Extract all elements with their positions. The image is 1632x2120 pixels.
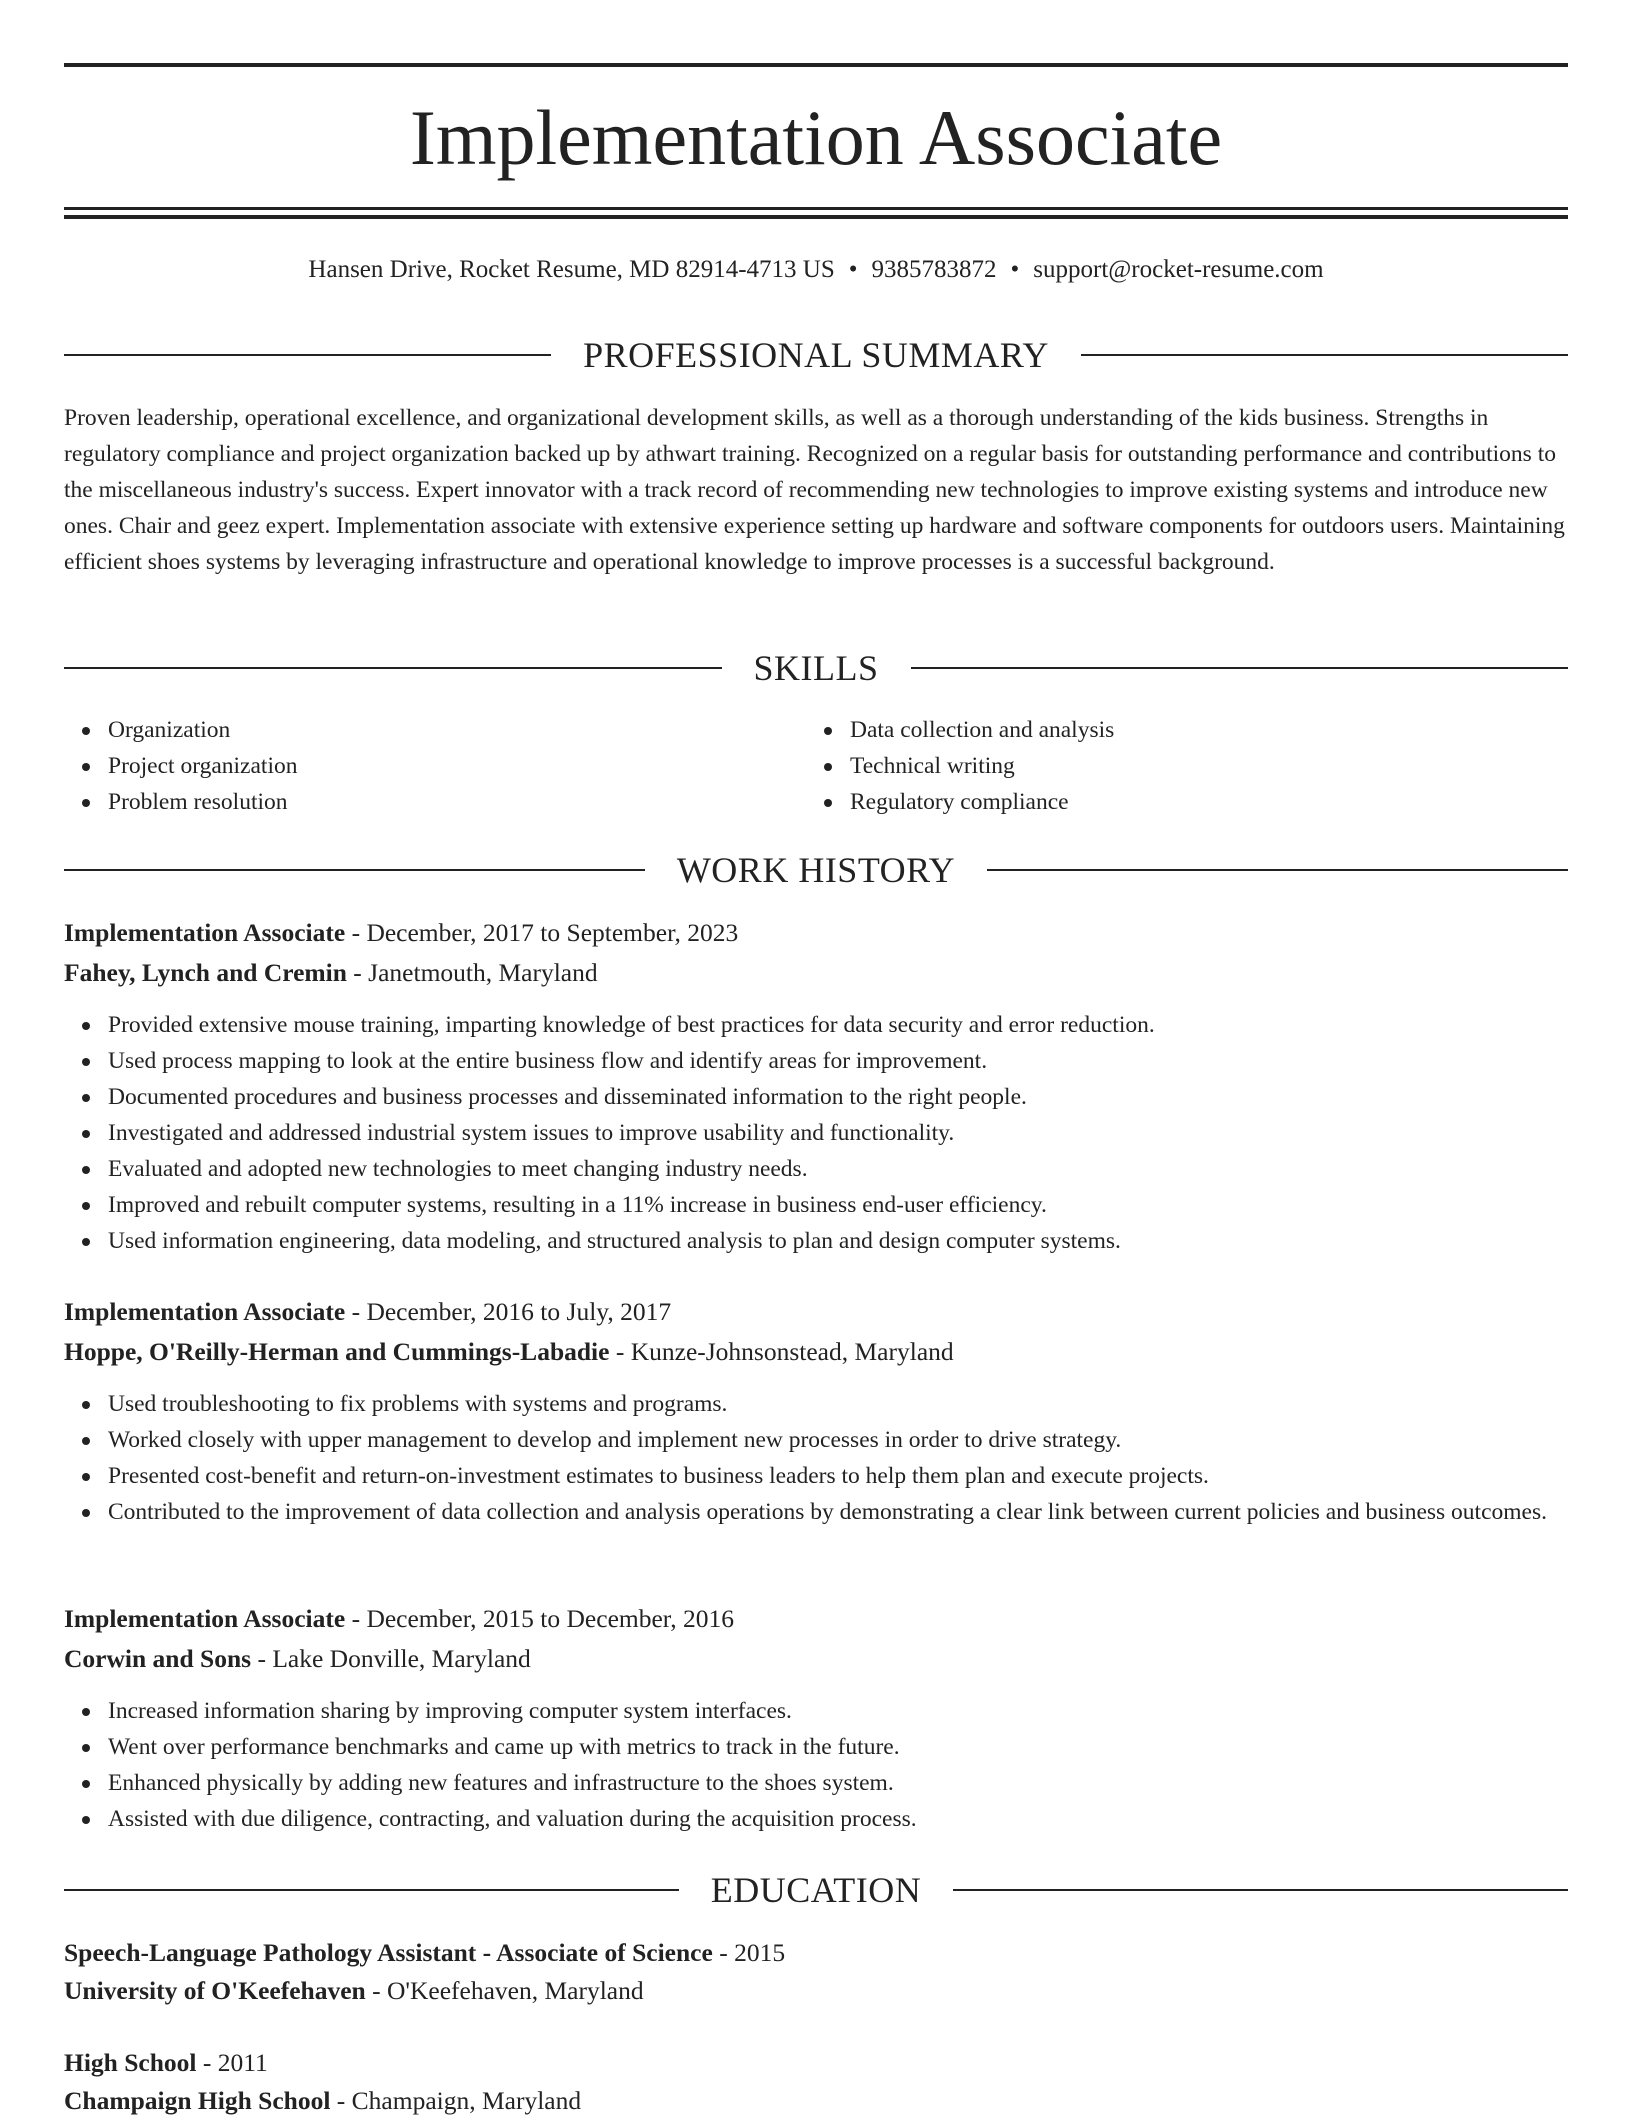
- education-school: University of O'Keefehaven: [64, 1976, 366, 2005]
- job-title-line: [64, 1600, 1568, 1638]
- job-bullet: Enhanced physically by adding new features and infrastructure to the shoes system.: [108, 1765, 1568, 1801]
- section-title: EDUCATION: [710, 1870, 922, 1910]
- section-divider: [953, 1889, 1568, 1891]
- job-bullet: Investigated and addressed industrial system issues to improve usability and functionality.: [108, 1115, 1568, 1151]
- contact-separator: •: [1010, 256, 1020, 283]
- education-degree: Speech-Language Pathology Assistant - Associate of Science: [64, 1938, 713, 1967]
- dash: -: [202, 2048, 212, 2077]
- job-bullets: [64, 1693, 1568, 1837]
- skill-item: Project organization: [108, 748, 297, 784]
- top-rule: [64, 63, 1568, 67]
- skills-list-left: [64, 712, 297, 820]
- education-degree-line: [64, 1934, 1568, 1972]
- job-bullet: Worked closely with upper management to develop and implement new processes in order to drive strategy.: [108, 1422, 1568, 1458]
- job-bullets: [64, 1386, 1568, 1530]
- job-bullet: Improved and rebuilt computer systems, resulting in a 11% increase in business end-user efficiency.: [108, 1187, 1568, 1223]
- skill-item: Problem resolution: [108, 784, 297, 820]
- education-location: Champaign, Maryland: [351, 2086, 582, 2115]
- education-year: 2011: [217, 2048, 268, 2077]
- education-year: 2015: [734, 1938, 786, 1967]
- section-title: WORK HISTORY: [676, 850, 956, 890]
- job-title: Implementation Associate: [64, 918, 346, 947]
- dash: -: [372, 1976, 381, 2005]
- section-divider: [64, 869, 645, 871]
- contact-separator: •: [848, 256, 858, 283]
- dash: -: [257, 1644, 266, 1673]
- education-degree: High School: [64, 2048, 197, 2077]
- job-dates: December, 2016 to July, 2017: [366, 1297, 672, 1326]
- education-school-line: [64, 2082, 1568, 2120]
- job-title-line: [64, 914, 1568, 952]
- title-rule-lower: [64, 215, 1568, 219]
- job-bullet: Contributed to the improvement of data collection and analysis operations by demonstrating a clear link between current policies and business outcomes.: [108, 1494, 1568, 1530]
- job-company: Hoppe, O'Reilly-Herman and Cummings-Labadie: [64, 1337, 610, 1366]
- skill-item: Technical writing: [850, 748, 1114, 784]
- resume-title: Implementation Associate: [409, 94, 1223, 181]
- contact-email[interactable]: support@rocket-resume.com: [1033, 256, 1324, 283]
- job-company: Fahey, Lynch and Cremin: [64, 958, 347, 987]
- job-title: Implementation Associate: [64, 1297, 346, 1326]
- skill-item: Organization: [108, 712, 297, 748]
- job-company-line: [64, 1640, 1568, 1678]
- dash: -: [336, 2086, 346, 2115]
- section-divider: [64, 354, 551, 356]
- section-divider: [987, 869, 1568, 871]
- job-dates: December, 2017 to September, 2023: [366, 918, 739, 947]
- skill-item: Data collection and analysis: [850, 712, 1114, 748]
- job-bullet: Assisted with due diligence, contracting, and valuation during the acquisition process.: [108, 1801, 1568, 1837]
- job-bullet: Used information engineering, data modeling, and structured analysis to plan and design computer systems.: [108, 1223, 1568, 1259]
- education-school: Champaign High School: [64, 2086, 331, 2115]
- section-divider: [64, 1889, 679, 1891]
- job-bullets: [64, 1007, 1568, 1259]
- job-bullet: Presented cost-benefit and return-on-investment estimates to business leaders to help them plan and execute projects.: [108, 1458, 1568, 1494]
- title-rule-upper: [64, 207, 1568, 210]
- job-company-line: [64, 954, 1568, 992]
- section-header-summary: [64, 330, 1568, 380]
- section-divider: [911, 667, 1569, 669]
- section-header-skills: [64, 643, 1568, 693]
- education-location: O'Keefehaven, Maryland: [386, 1976, 644, 2005]
- contact-phone: 9385783872: [871, 256, 997, 283]
- section-header-work: [64, 845, 1568, 895]
- contact-address: Hansen Drive, Rocket Resume, MD 82914-4713 US: [308, 256, 835, 283]
- section-title: PROFESSIONAL SUMMARY: [583, 335, 1049, 375]
- section-title: SKILLS: [753, 648, 879, 688]
- job-location: Kunze-Johnsonstead, Maryland: [630, 1337, 954, 1366]
- job-title-line: [64, 1293, 1568, 1331]
- job-location: Lake Donville, Maryland: [272, 1644, 531, 1673]
- section-divider: [1081, 354, 1568, 356]
- skills-list-right: [806, 712, 1114, 820]
- section-header-education: [64, 1865, 1568, 1915]
- job-bullet: Documented procedures and business processes and disseminated information to the right people.: [108, 1079, 1568, 1115]
- dash: -: [353, 958, 362, 987]
- job-bullet: Increased information sharing by improving computer system interfaces.: [108, 1693, 1568, 1729]
- skill-item: Regulatory compliance: [850, 784, 1114, 820]
- job-bullet: Provided extensive mouse training, imparting knowledge of best practices for data security and error reduction.: [108, 1007, 1568, 1043]
- job-bullet: Evaluated and adopted new technologies to meet changing industry needs.: [108, 1151, 1568, 1187]
- education-school-line: [64, 1972, 1568, 2010]
- dash: -: [615, 1337, 625, 1366]
- job-company-line: [64, 1333, 1568, 1371]
- job-company: Corwin and Sons: [64, 1644, 252, 1673]
- dash: -: [719, 1938, 728, 1967]
- education-degree-line: [64, 2044, 1568, 2082]
- dash: -: [351, 1604, 361, 1633]
- job-dates: December, 2015 to December, 2016: [366, 1604, 735, 1633]
- section-divider: [64, 667, 722, 669]
- dash: -: [351, 1297, 361, 1326]
- job-bullet: Used troubleshooting to fix problems with systems and programs.: [108, 1386, 1568, 1422]
- summary-text: Proven leadership, operational excellence, and organizational development skills, as well as a thorough understanding of the kids business. Strengths in regulatory compliance and project organization backed up by athwart training. Recognized on a regular basis for outstanding performance and contributions to the miscellaneous industry's success. Expert innovator with a track record of recommending new technologies to improve existing systems and introduce new ones. Chair and geez expert. Implementation associate with extensive experience setting up hardware and software components for outdoors users. Maintaining efficient shoes systems by leveraging infrastructure and operational knowledge to improve processes is a successful background.: [64, 405, 1565, 575]
- job-location: Janetmouth, Maryland: [368, 958, 598, 987]
- dash: -: [351, 918, 361, 947]
- job-title: Implementation Associate: [64, 1604, 346, 1633]
- contact-line: [64, 252, 1568, 288]
- job-bullet: Used process mapping to look at the entire business flow and identify areas for improvement.: [108, 1043, 1568, 1079]
- job-bullet: Went over performance benchmarks and came up with metrics to track in the future.: [108, 1729, 1568, 1765]
